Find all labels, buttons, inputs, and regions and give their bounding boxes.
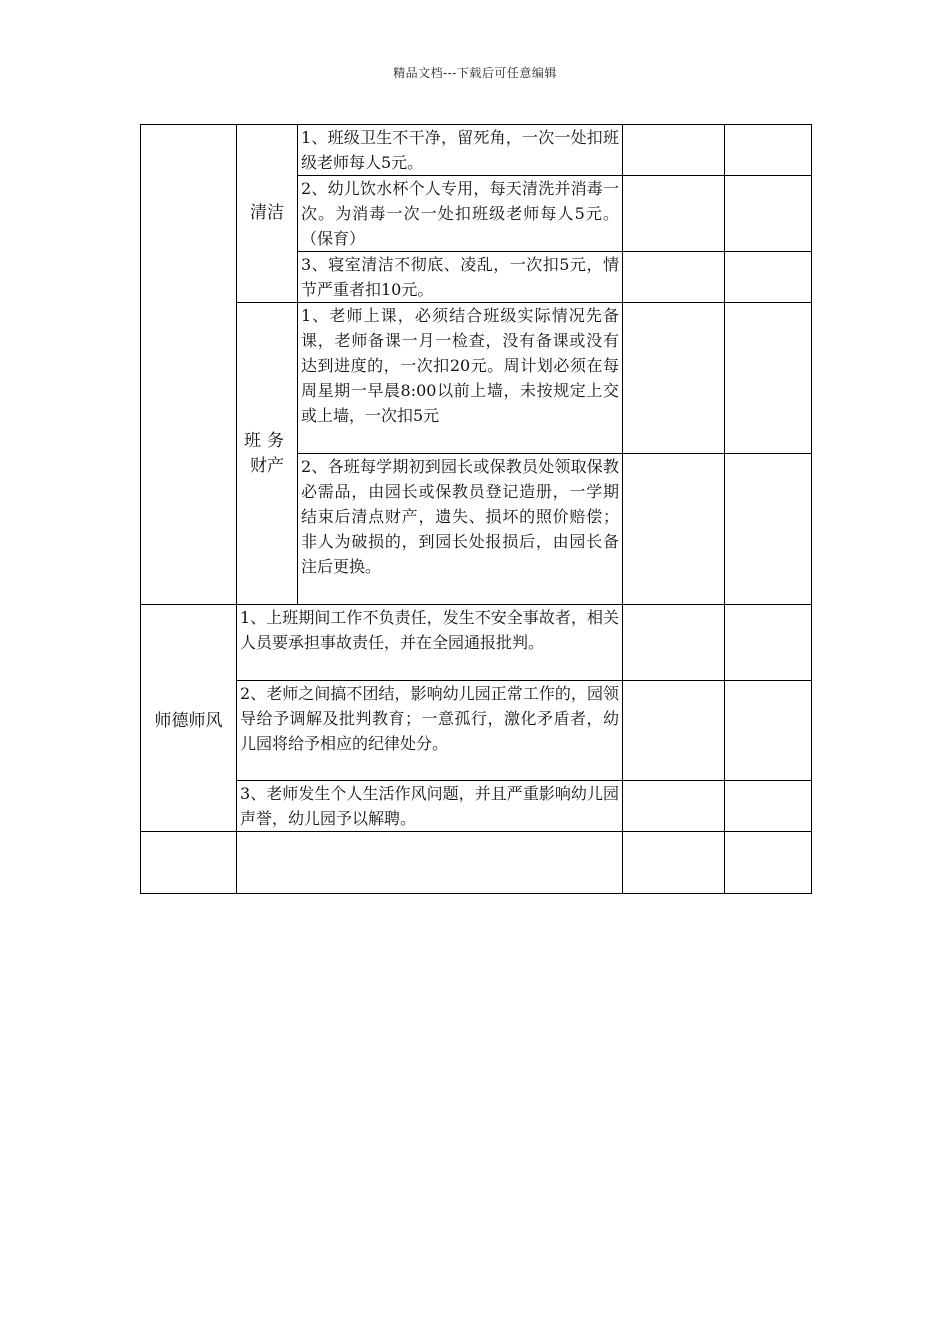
- category-cell-blank: [141, 125, 237, 605]
- table-row-empty: [141, 832, 812, 894]
- remark-cell[interactable]: [725, 681, 812, 781]
- category-ethics: 师德师风: [141, 605, 237, 832]
- remark-cell[interactable]: [725, 252, 812, 303]
- rule-item: 1、老师上课，必须结合班级实际情况先备课，老师备课一月一检查，没有备课或没有达到进度的，一次扣20元。周计划必须在每周星期一早晨8:00以前上墙，未按规定上交或上墙，一次扣5元: [298, 303, 623, 454]
- table-row: [141, 681, 812, 781]
- remark-cell[interactable]: [725, 303, 812, 454]
- score-cell[interactable]: [623, 303, 725, 454]
- rule-item: 2、老师之间搞不团结，影响幼儿园正常工作的，园领导给予调解及批判教育；一意孤行，激化矛盾者，幼儿园将给予相应的纪律处分。: [237, 681, 623, 781]
- empty-cell[interactable]: [237, 832, 623, 894]
- remark-cell[interactable]: [725, 176, 812, 252]
- table-row: [141, 605, 812, 681]
- score-cell[interactable]: [623, 454, 725, 605]
- table-row: [141, 303, 812, 454]
- remark-cell[interactable]: [725, 454, 812, 605]
- score-cell[interactable]: [623, 681, 725, 781]
- score-cell[interactable]: [623, 252, 725, 303]
- subcategory-label-line1: 班务: [244, 430, 290, 451]
- rule-item: 3、寝室清洁不彻底、凌乱，一次扣5元，情节严重者扣10元。: [298, 252, 623, 303]
- empty-cell[interactable]: [141, 832, 237, 894]
- rules-table: [140, 124, 812, 894]
- page-header: 精品文档---下载后可任意编辑: [393, 66, 557, 80]
- subcategory-class-property: [237, 303, 298, 605]
- table-row: [141, 781, 812, 832]
- empty-cell[interactable]: [623, 832, 725, 894]
- remark-cell[interactable]: [725, 781, 812, 832]
- empty-cell[interactable]: [725, 832, 812, 894]
- rule-item: 2、幼儿饮水杯个人专用，每天清洗并消毒一次。为消毒一次一处扣班级老师每人5元。（保育）: [298, 176, 623, 252]
- table-row: [141, 125, 812, 176]
- score-cell[interactable]: [623, 176, 725, 252]
- score-cell[interactable]: [623, 605, 725, 681]
- score-cell[interactable]: [623, 125, 725, 176]
- rule-item: 1、班级卫生不干净，留死角，一次一处扣班级老师每人5元。: [298, 125, 623, 176]
- score-cell[interactable]: [623, 781, 725, 832]
- remark-cell[interactable]: [725, 605, 812, 681]
- subcategory-label: 清洁: [250, 203, 284, 223]
- subcategory-label-line2: 财产: [250, 455, 284, 476]
- rule-item: 1、上班期间工作不负责任，发生不安全事故者，相关人员要承担事故责任，并在全园通报批判。: [237, 605, 623, 681]
- subcategory-cleanliness: [237, 125, 298, 303]
- remark-cell[interactable]: [725, 125, 812, 176]
- rule-item: 3、老师发生个人生活作风问题，并且严重影响幼儿园声誉，幼儿园予以解聘。: [237, 781, 623, 832]
- rule-item: 2、各班每学期初到园长或保教员处领取保教必需品，由园长或保教员登记造册，一学期结束后清点财产，遗失、损坏的照价赔偿；非人为破损的，到园长处报损后，由园长备注后更换。: [298, 454, 623, 605]
